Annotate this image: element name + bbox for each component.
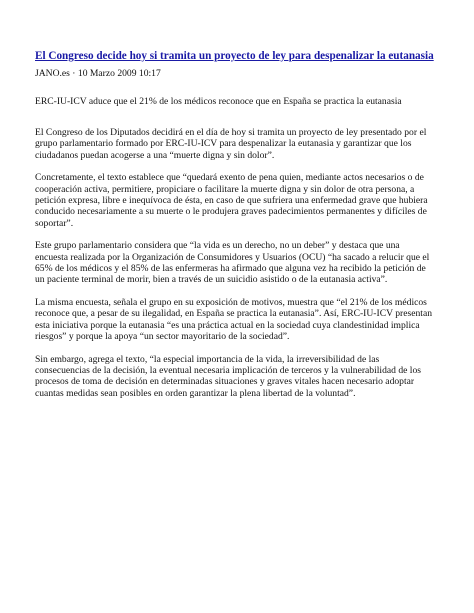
article-paragraph: El Congreso de los Diputados decidirá en el día de hoy si tramita un proyecto de ley presentado por el grupo parlamentario formado por ERC-IU-ICV para despenalizar la eutanasia y garantizar que los ciudadanos puedan acogerse a una “muerte digna y sin dolor”. (35, 127, 427, 161)
article-paragraph: La misma encuesta, señala el grupo en su exposición de motivos, muestra que “el 21% de los médicos reconoce que, a pesar de su ilegalidad, en España se practica la eutanasia”. Así, ERC-IU-ICV presentan esta iniciativa porque la eutanasia “es una práctica actual en la sociedad cuya clandestinidad implica riesgos” y porque la apoya “un sector mayoritario de la sociedad”. (35, 296, 433, 343)
article-source-date: JANO.es · 10 Marzo 2009 10:17 (35, 68, 161, 79)
article-paragraph: Este grupo parlamentario considera que “la vida es un derecho, no un deber” y destaca que una encuesta realizada por la Organización de Consumidores y Usuarios (OCU) “ha sacado a relucir que el 65% de los médicos y el 85% de las enfermeras ha afirmado que alguna vez ha recibido la petición de un paciente terminal de morir, bien a través de un suicidio asistido o de la eutanasia activa”. (35, 240, 430, 286)
article-paragraph: Sin embargo, agrega el texto, “la especial importancia de la vida, la irreversibilidad de las consecuencias de la decisión, la eventual necesaria implicación de terceros y la vulnerabilidad de los procesos de toma de decisión en determinadas situaciones y graves vitales hacen necesario adoptar cuantas medidas sean posibles en orden garantizar la plena libertad de la voluntad”. (35, 353, 421, 399)
article (35, 50, 435, 410)
article-paragraph: Concretamente, el texto establece que “quedará exento de pena quien, mediante actos necesarios o de cooperación activa, permitiere, propiciare o facilitare la muerte digna y sin dolor de otra persona, a petición expresa, libre e inequívoca de ésta, en caso de que sufriera una enfermedad grave que hubiera conducido necesariamente a su muerte o le produjera graves padecimientos permanentes y difíciles de soportar”. (35, 172, 428, 229)
article-lead: ERC-IU-ICV aduce que el 21% de los médicos reconoce que en España se practica la eutanasia (35, 96, 402, 107)
article-title-link[interactable]: El Congreso decide hoy si tramita un proyecto de ley para despenalizar la eutanasia (35, 50, 434, 62)
